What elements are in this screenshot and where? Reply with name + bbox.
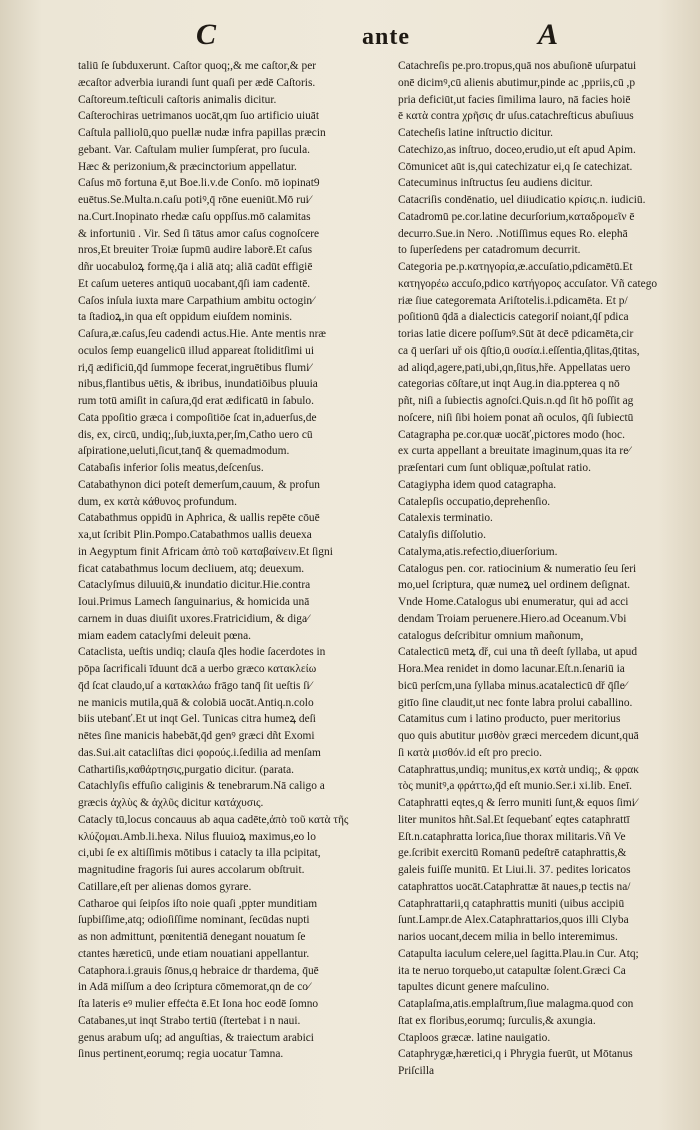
- text-line: ri,q̄ ædificiū,q̄d ſummope fecerat,ingruētibus flumi⁄: [78, 361, 312, 374]
- text-line: ſtat ex floribus,eorumq; ſurculis,& axungia.: [398, 1014, 596, 1027]
- text-line: gebant. Var. Caſtulam mulier ſumpſerat, pro ſucula.: [78, 143, 310, 156]
- text-line: Cataphrygæ,hæretici,q i Phrygia fuerūt, ut Mōtanus: [398, 1048, 633, 1061]
- text-line: nibus,flantibus uētis, & ibribus, inundatiōibus pluuia: [78, 378, 318, 391]
- text-line: κατηγορέω accuſo,pdico κατήγορος accuſator. Vñ catego: [398, 277, 658, 290]
- text-line: poſitionū q̄dā a dialecticis categoriſ noiant,q̄ſ pdica: [398, 311, 629, 324]
- text-line: Caſtula palliolū,quo puellæ nudæ infra papillas præcin: [78, 127, 326, 139]
- header-running-title: ante: [362, 24, 410, 50]
- text-line: tapultes dicunt genere maſculino.: [398, 981, 550, 994]
- text-line: na.Curt.Inopinato rhedæ caſu oppſſus.mō calamitas: [78, 210, 311, 223]
- text-line: pōpa ſacrificali īduunt dcā a uerbo græco κατακλείω: [78, 663, 317, 675]
- text-line: pñt, niſi a ſubiectis agnoſci.Quis.n.qd ſit hō poſſit ag: [398, 395, 634, 407]
- text-line: Et caſum ueteres antiquū uocabant,q̄ſi iam cadentē.: [78, 277, 311, 290]
- text-line: bicū perſcm,una ſyllaba minus.acatalecticū dř q̄ſle⁄: [398, 679, 627, 692]
- text-line: nros,Et breuiter Troiæ ſupmū audire laborē.Et caſus: [78, 244, 313, 257]
- text-line: Ioui.Primus Lamech ſanguinarius, & homicida unā: [78, 596, 310, 608]
- text-line: Cōmunicet aūt is,qui catechizatur ei,q ſe catechizat.: [398, 160, 633, 173]
- text-line: ad aliqd,agere,pati,ubi,qn,ſitus,hře. Appellatas uero: [398, 361, 631, 374]
- text-line: Catagiypha idem quod catagrapha.: [398, 478, 557, 491]
- text-line: pria deficiūt,ut facies ſimilima lauro, nā facies hoiē: [398, 93, 631, 106]
- text-line: Cathartiſis,καθάρτησις,purgatio dicitur. (parata.: [78, 763, 294, 776]
- text-line: Catabathynon dici poteſt demerſum,cauum, & profun: [78, 478, 320, 491]
- text-line: torias latie dicere poſſumꝰ.Sūt āt decē pdicamēta,cir: [398, 328, 634, 340]
- text-line: Catillare,eſt per alienas domos gyrare.: [78, 880, 252, 893]
- text-line: æcaſtor adverbia iurandi ſunt quaſi per ædē Caſtoris.: [78, 76, 316, 89]
- text-line: riæ ſiue categoremata Ariſtotelis.i.pdicamēta. Et p/: [398, 294, 628, 307]
- text-line: ctantes hæreticū, unde etiam nouatiani appellantur.: [78, 947, 310, 960]
- text-line: Catalecticū metꝝ dř, cui una tñ deeſt ſyllaba, ut apud: [398, 646, 638, 659]
- text-line: Categoria pe.p.κατηγορία,æ.accuſatio,pdicamētū.Et: [398, 261, 633, 273]
- text-line: ca q̄ uerſari uř ois q̄ſtio,ū ουσία.i.eſſentia,q̄litas,q̄titas,: [398, 344, 640, 357]
- text-line: Cata ppoſitio græca i compoſitiōe ſcat in,aduerſus,de: [78, 411, 317, 424]
- text-line: Caſtoreum.teſticuli caſtoris animalis dicitur.: [78, 93, 277, 106]
- text-line: Cataphrattarii,q cataphrattis muniti (uibus accipiū: [398, 897, 625, 910]
- text-line: Catecuminus inſtructus ſeu audiens dicitur.: [398, 177, 593, 190]
- text-line: Catalexis terminatio.: [398, 512, 493, 525]
- text-line: Priſcilla: [398, 1065, 435, 1077]
- text-line: nētes ſine manicis habebāt,q̄d genꝰ græci dñt Exomi: [78, 730, 315, 742]
- text-line: cataphrattos uocāt.Cataphrattæ āt naues,p tectis na/: [398, 880, 631, 893]
- text-line: Ctaploos græcæ. latine nauigatio.: [398, 1031, 551, 1044]
- text-line: ita te neruo torquebo,ut catapultæ ſolent.Græci Ca: [398, 964, 626, 977]
- text-line: magnitudine fragoris ſui aures accolarum obſtruit.: [78, 864, 305, 876]
- text-line: Catecheſis latine inſtructio dicitur.: [398, 127, 553, 139]
- text-line: Cataphrattus,undiq; munitus,ex κατὰ undiq;, & φρακ: [398, 763, 640, 776]
- text-line: dum, ex κατὰ κάθυνος profundum.: [78, 495, 237, 508]
- text-line: onē dicimꝰ,cū alienis abutimur,pinde ac ,ppriis,cū ,p: [398, 76, 636, 89]
- text-line: Vnde Home.Catalogus ubi enumeratur, qui ad acci: [398, 596, 629, 608]
- text-line: Catechizo,as inſtruo, doceo,erudio,ut eſt apud Apim.: [398, 143, 636, 156]
- text-line: ſi κατὰ μισθόν.id eſt pro precio.: [398, 746, 542, 759]
- left-text-column: [78, 58, 388, 1063]
- text-line: ſinus pertinent,eorumq; regia uocatur Tamna.: [78, 1048, 284, 1061]
- text-line: græcis ἀχλὺς & ἀχλῦς dicitur κατάχυσις.: [78, 797, 264, 809]
- text-line: gitīo ſine claudit,ut nec fonte labra prolui caballino.: [398, 696, 633, 709]
- text-line: ci,ubi ſe ex altiſſimis mōtibus i catacly ta illa pcipitat,: [78, 847, 321, 860]
- text-line: Hæc & perizonium,& præcinctorium appellatur.: [78, 160, 297, 173]
- text-line: Cataphratti eqtes,q & ſerro muniti ſunt,& equos ſimi⁄: [398, 797, 637, 809]
- text-line: narios uocant,decem milia in bello interemimus.: [398, 931, 618, 943]
- text-line: Caſterochiras uetrimanos uocāt,qm ſuo artificio uiuāt: [78, 110, 320, 123]
- text-line: q̄d ſcat claudo,uſ a κατακλάω frāgo tanq̄ ſit ueſtis ſi⁄: [78, 679, 312, 692]
- text-line: ge.ſcribit exercitū Romanū pedeſtrē cataphrattis,&: [398, 847, 627, 860]
- text-line: das.Sui.ait catacliſtas dici φορούς.i.ſedilia ad menſam: [78, 746, 321, 759]
- text-line: catalogus deſcribitur omnium mañonum,: [398, 629, 584, 642]
- text-line: biis utebanť.Et ut inqt Gel. Tunicas citra humeꝝ deſi: [78, 713, 316, 726]
- text-line: rum totū amiſit in caſura,q̄d erat ædificatū in ſabulo.: [78, 395, 314, 407]
- text-line: ē κατὰ contra χρῆσις dr uſus.catachreſticus abuſiuus: [398, 110, 634, 123]
- text-line: to ſuperſedens per catadromum decurrit.: [398, 244, 581, 257]
- text-line: Catadromū pe.cor.latine decurſorium,καταδρομεῖν ē: [398, 210, 635, 223]
- text-line: Catacriſis condēnatio, uel diiudicatio κρίσις.n. iudiciū.: [398, 194, 646, 206]
- text-line: Cataclista, ueſtis undiq; clauſa q̄les hodie ſacerdotes in: [78, 646, 326, 659]
- text-line: Catabaſis inferior ſolis meatus,deſcenſus.: [78, 462, 264, 474]
- text-line: mo,uel ſcriptura, quæ numeꝝ uel ordinem deſignat.: [398, 579, 631, 592]
- text-line: quo quis abutitur μισθὸν græci mercedem dicunt,quā: [398, 730, 639, 742]
- text-line: taliū ſe ſubduxerunt. Caſtor quoq;,& me caſtor,& per: [78, 60, 317, 72]
- text-line: ficat catabathmus locum decliuem, atq; deuexum.: [78, 562, 305, 575]
- page-header: [0, 18, 700, 58]
- text-line: τὸς munitꝰ,a φράττω,q̄d eſt munio.Ser.i xi.lib. Eneī.: [398, 780, 633, 793]
- text-line: Cataplaſma,atis.emplaſtrum,ſiue malagma.quod con: [398, 998, 634, 1010]
- text-line: Eſt.n.cataphratta lorica,ſiue thorax militaris.Vñ Ve: [398, 830, 626, 843]
- text-line: Catalogus pen. cor. ratiocinium & numeratio ſeu ſeri: [398, 562, 637, 575]
- text-line: carnem in duas diuiſit uxores.Fratricidium, & diga⁄: [78, 612, 309, 625]
- text-line: Caſura,æ.caſus,ſeu cadendi actus.Hie. Ante mentis nræ: [78, 328, 326, 340]
- text-line: Caſos inſula iuxta mare Carpathium ambitu octogin⁄: [78, 294, 314, 307]
- text-line: Catalyma,atis.refectio,diuerſorium.: [398, 545, 558, 558]
- text-line: Catacly tū,locus concauus ab aqua cadēte,ἀπὸ τοῦ κατὰ τῆς: [78, 813, 349, 826]
- text-line: galeis fuiſſe munitū. Et Liui.li. 37. pedites loricatos: [398, 864, 631, 876]
- text-line: Catalyſis diſſolutio.: [398, 529, 486, 541]
- text-line: ta ſtadioꝝ,in qua eſt oppidum eiuſdem nominis.: [78, 311, 293, 324]
- text-line: in Adā miſſum a deo ſcriptura cōmemorat,qn de co⁄: [78, 981, 310, 994]
- text-line: Cataclyſmus diluuiū,& inundatio dicitur.Hie.contra: [78, 579, 311, 592]
- text-line: Cataphora.i.grauis ſōnus,q hebraice dr thardema, q̄uē: [78, 964, 319, 977]
- text-line: miam eadem cataclyſmi deleuit pœna.: [78, 629, 252, 642]
- text-line: in Aegyptum finit Africam ἀπὸ τοῦ καταβαίνειν.Et ſigni: [78, 545, 333, 558]
- text-line: Hora.Mea renidet in domo lacunar.Eſt.n.ſenariū ia: [398, 663, 625, 675]
- text-line: ſta lateris eꝰ mulier effeċta ē.Et Iona hoc eodē ſomno: [78, 998, 319, 1010]
- text-line: aſpiratione,ueluti,ſicut,tanq̄ & quemadmodum.: [78, 445, 290, 458]
- text-line: dñr uocabuloꝝ formę,q̄a i aliā atq; aliā cadūt effigiē: [78, 261, 313, 273]
- text-line: xa,ut ſcribit Plin.Pompo.Catabathmos uallis deuexa: [78, 529, 312, 541]
- text-line: oculos ſemp euangelicū illud appareat ſtoliditſimi ui: [78, 344, 314, 357]
- text-line: Catalepſis occupatio,deprehenſio.: [398, 495, 551, 508]
- text-line: genus arabum uſq; ad anguſtias, & traiectum arabici: [78, 1031, 314, 1044]
- text-line: ſunt.Lampr.de Alex.Cataphrattarios,quos illi Clyba: [398, 914, 629, 927]
- text-line: as non admittunt, pœnitentiā denegant nouatum ſe: [78, 931, 306, 943]
- text-line: Catapulta iaculum celere,uel ſagitta.Plau.in Cur. Atq;: [398, 947, 639, 960]
- text-line: ne manicis mutila,quā & colobiā uocāt.Antiq.n.colo: [78, 696, 314, 709]
- text-line: dendam Troiam peruenere.Hiero.ad Oceanum.Vbi: [398, 612, 627, 625]
- text-line: Catamitus cum i latino producto, puer meritorius: [398, 713, 621, 726]
- right-text-column: [398, 58, 698, 1080]
- text-line: ſupbiſſime,atq; odioſiſſime nominant, ſecūdas nupti: [78, 914, 310, 927]
- text-line: præſentari cum ſunt obliquæ,poſtulat ratio.: [398, 462, 591, 474]
- text-line: Catharoe qui ſeipſos iſto noie quaſi ,ppter munditiam: [78, 897, 318, 910]
- text-line: Catabanes,ut inqt Strabo tertiū (ſtertebat i n naui.: [78, 1014, 301, 1027]
- text-line: κλύζομαι.Amb.li.hexa. Nilus fluuioꝝ maximus,eo lo: [78, 830, 316, 843]
- header-left-letter: C: [196, 18, 217, 51]
- text-line: Catagrapha pe.cor.quæ uocāť,pictores modo (hoc.: [398, 428, 625, 441]
- text-line: dis, ex, circū, undiq;,ſub,iuxta,per,ſm,Catho uero cū: [78, 428, 313, 441]
- text-line: euētus.Se.Multa.n.caſu potiꝰ,q̄ rōne eueniūt.Mō rui⁄: [78, 194, 311, 206]
- text-line: Catachlyſis effuſio caliginis & tenebrarum.Nā caligo a: [78, 780, 325, 793]
- text-line: ex curta appellant a breuitate imaginum,quas ita re⁄: [398, 445, 631, 458]
- text-line: noſcere, niſi ſibi hoiem ponat añ oculos, q̄ſi ſubiectū: [398, 411, 634, 424]
- header-right-letter: A: [538, 18, 559, 51]
- text-line: categorias cōſtare,ut inqt Aug.in dia.ppterea q nō: [398, 378, 620, 391]
- text-line: & infortuniū . Vir. Sed ſi tātus amor caſus cognoſcere: [78, 227, 320, 240]
- text-line: Catabathmus oppidū in Aphrica, & uallis repēte cōuē: [78, 512, 320, 525]
- text-line: decurro.Sue.in Nero. .Notiſſimus eques Ro. elephā: [398, 227, 628, 240]
- text-line: Catachreſis pe.pro.tropus,quā nos abuſionē uſurpatui: [398, 60, 637, 72]
- text-line: liter munitos hñt.Sal.Et ſequebanť eqtes cataphrattī: [398, 813, 630, 826]
- text-line: Caſus mō fortuna ē,ut Boe.li.v.de Conſo. mō iopinat9: [78, 177, 320, 190]
